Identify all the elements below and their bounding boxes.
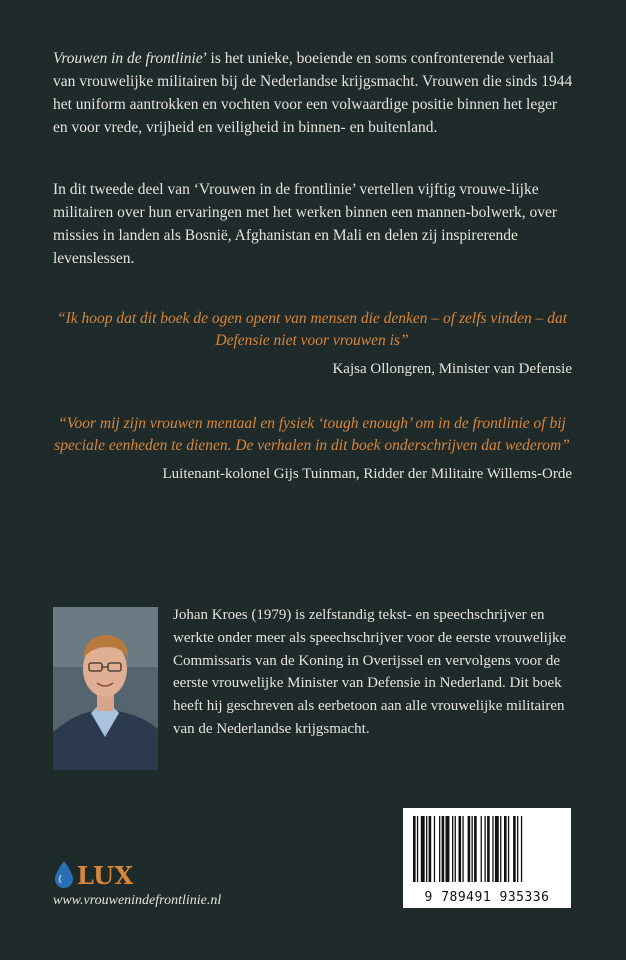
quote-1 — [52, 308, 572, 380]
barcode-bar — [487, 816, 490, 882]
barcode-bar — [417, 816, 418, 882]
barcode-bar — [508, 816, 509, 882]
publisher-logo — [53, 860, 134, 890]
blurb-title-italic: Vrouwen in de frontlinie — [53, 50, 203, 67]
author-portrait-icon — [53, 607, 158, 770]
barcode-bar — [446, 816, 450, 882]
barcode-bars-icon — [403, 808, 571, 888]
barcode-bar — [452, 816, 453, 882]
publisher-name: LUX — [77, 860, 134, 890]
quote-1-text: “Ik hoop dat dit boek de ogen opent van mensen die denken – of zelfs vinden – dat Defensie niet voor vrouwen is” — [56, 310, 568, 349]
barcode-number: 9 789491 935336 — [424, 890, 550, 905]
water-drop-icon — [53, 860, 75, 890]
barcode — [403, 808, 571, 908]
barcode-bar — [474, 816, 477, 882]
barcode-bar — [459, 816, 462, 882]
barcode-bar — [434, 816, 435, 882]
barcode-bar — [521, 816, 522, 882]
barcode-bar — [504, 816, 507, 882]
author-photo — [53, 607, 158, 770]
barcode-bar — [462, 816, 463, 882]
barcode-bar — [485, 816, 486, 882]
blurb-paragraph-1 — [53, 47, 573, 139]
quote-2-text: “Voor mij zijn vrouwen mentaal en fysiek ‘tough enough’ om in de frontlinie of bij speciale eenheden te dienen. De verhalen in dit boek onderschrijven dat wederom” — [54, 415, 570, 454]
barcode-bar — [492, 816, 493, 882]
blurb-paragraph-1-text: ’ is het unieke, boeiende en soms confronterende verhaal van vrouwelijke militairen bij de Nederlandse krijgsmacht. Vrouwen die sinds 1944 het uniform aantrokken en vochten voor een volwaardige positie binnen het leger en voor vrede, vrijheid en veiligheid in binnen- en buitenland. — [53, 50, 573, 136]
quote-2-attribution: Luitenant-kolonel Gijs Tuinman, Ridder der Militaire Willems-Orde — [162, 466, 572, 482]
barcode-bar — [442, 816, 445, 882]
quote-1-attribution: Kajsa Ollongren, Minister van Defensie — [332, 361, 572, 377]
barcode-bar — [421, 816, 425, 882]
barcode-bar — [472, 816, 473, 882]
author-bio: Johan Kroes (1979) is zelfstandig tekst- en speechschrijver en werkte onder meer als speechschrijver voor de eerste vrouwelijke Commissaris van de Koning in Overijssel en vervolgens voor de eerste vrouwelijke Minister van Defensie in Nederland. Dit boek heeft hij geschreven als eerbetoon aan alle vrouwelijke militairen van de Nederlandse krijgsmacht. — [173, 607, 567, 737]
barcode-bar — [468, 816, 471, 882]
barcode-bar — [429, 816, 432, 882]
barcode-bar — [513, 816, 516, 882]
barcode-bar — [426, 816, 427, 882]
barcode-bar — [517, 816, 518, 882]
blurb-paragraph-2 — [53, 178, 573, 270]
barcode-bar — [500, 816, 501, 882]
barcode-bar — [481, 816, 482, 882]
quote-2 — [52, 413, 572, 485]
barcode-bar — [439, 816, 440, 882]
barcode-bar — [455, 816, 456, 882]
barcode-bar — [413, 816, 416, 882]
barcode-bar — [495, 816, 499, 882]
website-link[interactable]: www.vrouwenindefrontlinie.nl — [53, 893, 222, 908]
blurb-paragraph-2-text: In dit tweede deel van ‘Vrouwen in de frontlinie’ vertellen vijftig vrouwe-lijke militairen over hun ervaringen met het werken binnen een mannen-bolwerk, over missies in landen als Bosnië, Afghanistan en Mali en delen zij inspirerende levenslessen. — [53, 181, 557, 267]
